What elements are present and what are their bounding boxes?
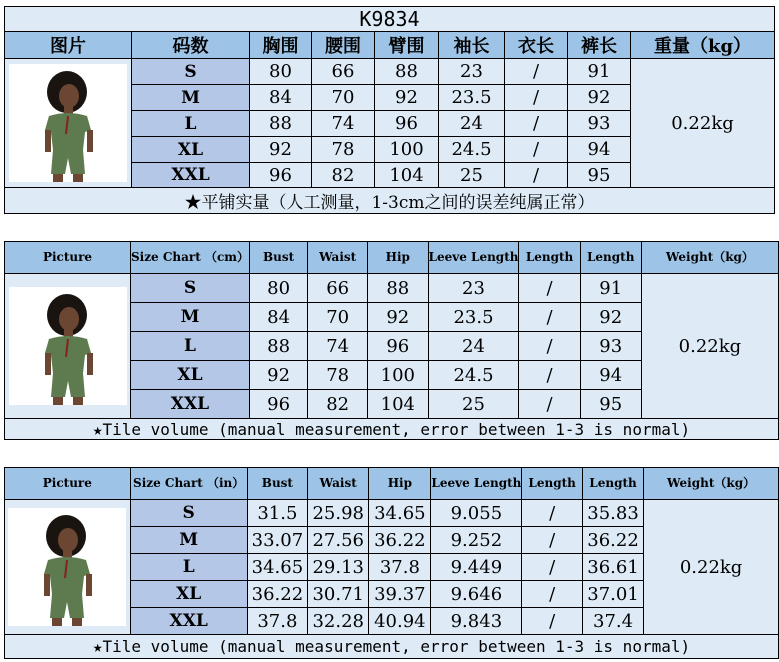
- header-top-length: 衣长: [505, 32, 568, 59]
- header-hip: Hip: [368, 242, 428, 274]
- header-waist: Waist: [308, 242, 368, 274]
- cell-bust: 80: [250, 59, 312, 85]
- weight-value: 0.22kg: [631, 59, 775, 188]
- cell-waist: 66: [312, 59, 375, 85]
- cell-waist: 66: [308, 274, 368, 303]
- cell-sleeve: 9.843: [431, 608, 522, 635]
- cell-length-2: 36.22: [582, 527, 643, 554]
- cell-waist: 82: [308, 390, 368, 419]
- cell-bust: 80: [249, 274, 307, 303]
- header-sleeve: Leeve Length: [428, 242, 519, 274]
- cell-length-2: 37.01: [582, 581, 643, 608]
- header-length-2: Length: [580, 242, 641, 274]
- cell-sleeve: 9.449: [431, 554, 522, 581]
- sheet-title: K9834: [5, 7, 775, 32]
- cell-top-length: /: [505, 59, 568, 85]
- cell-sleeve: 23.5: [428, 303, 519, 332]
- cell-length-2: 95: [580, 390, 641, 419]
- header-length-2: Length: [582, 468, 643, 500]
- header-length: Length: [519, 242, 580, 274]
- cell-sleeve: 23: [428, 274, 519, 303]
- header-hip: Hip: [369, 468, 431, 500]
- cell-arm: 100: [375, 137, 439, 163]
- cell-hip: 88: [368, 274, 428, 303]
- header-bust: Bust: [249, 242, 307, 274]
- cell-sleeve: 9.646: [431, 581, 522, 608]
- header-waist: 腰围: [312, 32, 375, 59]
- cell-waist: 32.28: [308, 608, 369, 635]
- size-label: M: [131, 303, 250, 332]
- header-bust: 胸围: [250, 32, 312, 59]
- cell-waist: 27.56: [308, 527, 369, 554]
- cell-sleeve: 23.5: [439, 85, 505, 111]
- cell-waist: 30.71: [308, 581, 369, 608]
- cell-hip: 36.22: [369, 527, 431, 554]
- table-footnote: ★平铺实量（人工测量，1-3cm之间的误差纯属正常）: [5, 188, 775, 214]
- cell-waist: 78: [312, 137, 375, 163]
- cell-length: /: [519, 390, 580, 419]
- cell-length-2: 36.61: [582, 554, 643, 581]
- cell-bust: 34.65: [247, 554, 307, 581]
- cell-bust: 31.5: [247, 500, 307, 527]
- header-size: 码数: [132, 32, 250, 59]
- cell-bust: 84: [249, 303, 307, 332]
- header-length: Length: [522, 468, 583, 500]
- size-label: M: [130, 527, 247, 554]
- cell-hip: 104: [368, 390, 428, 419]
- cell-top-length: /: [505, 111, 568, 137]
- cell-waist: 74: [312, 111, 375, 137]
- size-table-cn: [4, 6, 775, 214]
- header-size-chart: Size Chart （cm）: [131, 242, 250, 274]
- cell-arm: 104: [375, 163, 439, 188]
- header-weight: Weight（kg）: [644, 468, 779, 500]
- size-label: S: [132, 59, 250, 85]
- size-label: XXL: [130, 608, 247, 635]
- cell-bust: 37.8: [247, 608, 307, 635]
- cell-length: /: [522, 608, 583, 635]
- cell-length: /: [519, 361, 580, 390]
- header-pants-length: 裤长: [568, 32, 631, 59]
- header-size-chart: Size Chart （in）: [130, 468, 247, 500]
- cell-hip: 34.65: [369, 500, 431, 527]
- size-table-cm: [4, 241, 779, 440]
- cell-sleeve: 9.252: [431, 527, 522, 554]
- cell-length: /: [519, 303, 580, 332]
- cell-sleeve: 25: [439, 163, 505, 188]
- cell-length: /: [519, 332, 580, 361]
- cell-hip: 100: [368, 361, 428, 390]
- cell-waist: 29.13: [308, 554, 369, 581]
- cell-bust: 33.07: [247, 527, 307, 554]
- weight-value: 0.22kg: [641, 274, 778, 419]
- size-label: L: [132, 111, 250, 137]
- cell-bust: 96: [250, 163, 312, 188]
- size-label: XXL: [131, 390, 250, 419]
- cell-hip: 37.8: [369, 554, 431, 581]
- cell-length: /: [522, 581, 583, 608]
- size-table-in: [4, 467, 779, 659]
- cell-sleeve: 24.5: [428, 361, 519, 390]
- header-sleeve: 袖长: [439, 32, 505, 59]
- product-photo-cell: [5, 59, 132, 188]
- size-label: S: [130, 500, 247, 527]
- model-photo: [8, 508, 126, 626]
- size-label: L: [130, 554, 247, 581]
- cell-bust: 92: [249, 361, 307, 390]
- weight-value: 0.22kg: [644, 500, 779, 635]
- cell-top-length: /: [505, 163, 568, 188]
- cell-bust: 92: [250, 137, 312, 163]
- cell-top-length: /: [505, 85, 568, 111]
- model-photo: [9, 64, 127, 182]
- size-label: XL: [130, 581, 247, 608]
- cell-length: /: [522, 554, 583, 581]
- size-label: S: [131, 274, 250, 303]
- cell-length: /: [522, 527, 583, 554]
- cell-arm: 92: [375, 85, 439, 111]
- size-label: M: [132, 85, 250, 111]
- cell-pants-length: 94: [568, 137, 631, 163]
- header-sleeve: Leeve Length: [431, 468, 522, 500]
- cell-sleeve: 24: [439, 111, 505, 137]
- cell-arm: 88: [375, 59, 439, 85]
- cell-length-2: 93: [580, 332, 641, 361]
- cell-bust: 84: [250, 85, 312, 111]
- header-arm: 臂围: [375, 32, 439, 59]
- cell-pants-length: 93: [568, 111, 631, 137]
- cell-waist: 78: [308, 361, 368, 390]
- size-label: XXL: [132, 163, 250, 188]
- header-weight: Weight（kg）: [641, 242, 778, 274]
- cell-length-2: 35.83: [582, 500, 643, 527]
- cell-length: /: [522, 500, 583, 527]
- cell-hip: 96: [368, 332, 428, 361]
- table-footnote: ★Tile volume (manual measurement, error between 1-3 is normal): [5, 635, 779, 659]
- cell-sleeve: 9.055: [431, 500, 522, 527]
- header-picture: Picture: [5, 242, 131, 274]
- size-label: XL: [132, 137, 250, 163]
- header-picture: 图片: [5, 32, 132, 59]
- cell-pants-length: 92: [568, 85, 631, 111]
- header-picture: Picture: [5, 468, 131, 500]
- cell-sleeve: 24: [428, 332, 519, 361]
- cell-sleeve: 25: [428, 390, 519, 419]
- header-weight: 重量（kg）: [631, 32, 775, 59]
- cell-sleeve: 24.5: [439, 137, 505, 163]
- cell-bust: 96: [249, 390, 307, 419]
- cell-waist: 70: [308, 303, 368, 332]
- cell-top-length: /: [505, 137, 568, 163]
- size-label: XL: [131, 361, 250, 390]
- cell-pants-length: 95: [568, 163, 631, 188]
- cell-bust: 88: [250, 111, 312, 137]
- table-footnote: ★Tile volume (manual measurement, error between 1-3 is normal): [5, 419, 779, 440]
- header-bust: Bust: [247, 468, 307, 500]
- product-photo-cell: [5, 274, 131, 419]
- cell-length: /: [519, 274, 580, 303]
- cell-length-2: 37.4: [582, 608, 643, 635]
- header-waist: Waist: [308, 468, 369, 500]
- model-photo: [9, 287, 127, 405]
- cell-hip: 92: [368, 303, 428, 332]
- cell-bust: 36.22: [247, 581, 307, 608]
- cell-hip: 40.94: [369, 608, 431, 635]
- cell-arm: 96: [375, 111, 439, 137]
- cell-waist: 25.98: [308, 500, 369, 527]
- cell-bust: 88: [249, 332, 307, 361]
- cell-length-2: 94: [580, 361, 641, 390]
- cell-length-2: 91: [580, 274, 641, 303]
- product-photo-cell: [5, 500, 131, 635]
- cell-sleeve: 23: [439, 59, 505, 85]
- cell-pants-length: 91: [568, 59, 631, 85]
- cell-waist: 82: [312, 163, 375, 188]
- cell-waist: 74: [308, 332, 368, 361]
- cell-waist: 70: [312, 85, 375, 111]
- cell-length-2: 92: [580, 303, 641, 332]
- cell-hip: 39.37: [369, 581, 431, 608]
- size-label: L: [131, 332, 250, 361]
